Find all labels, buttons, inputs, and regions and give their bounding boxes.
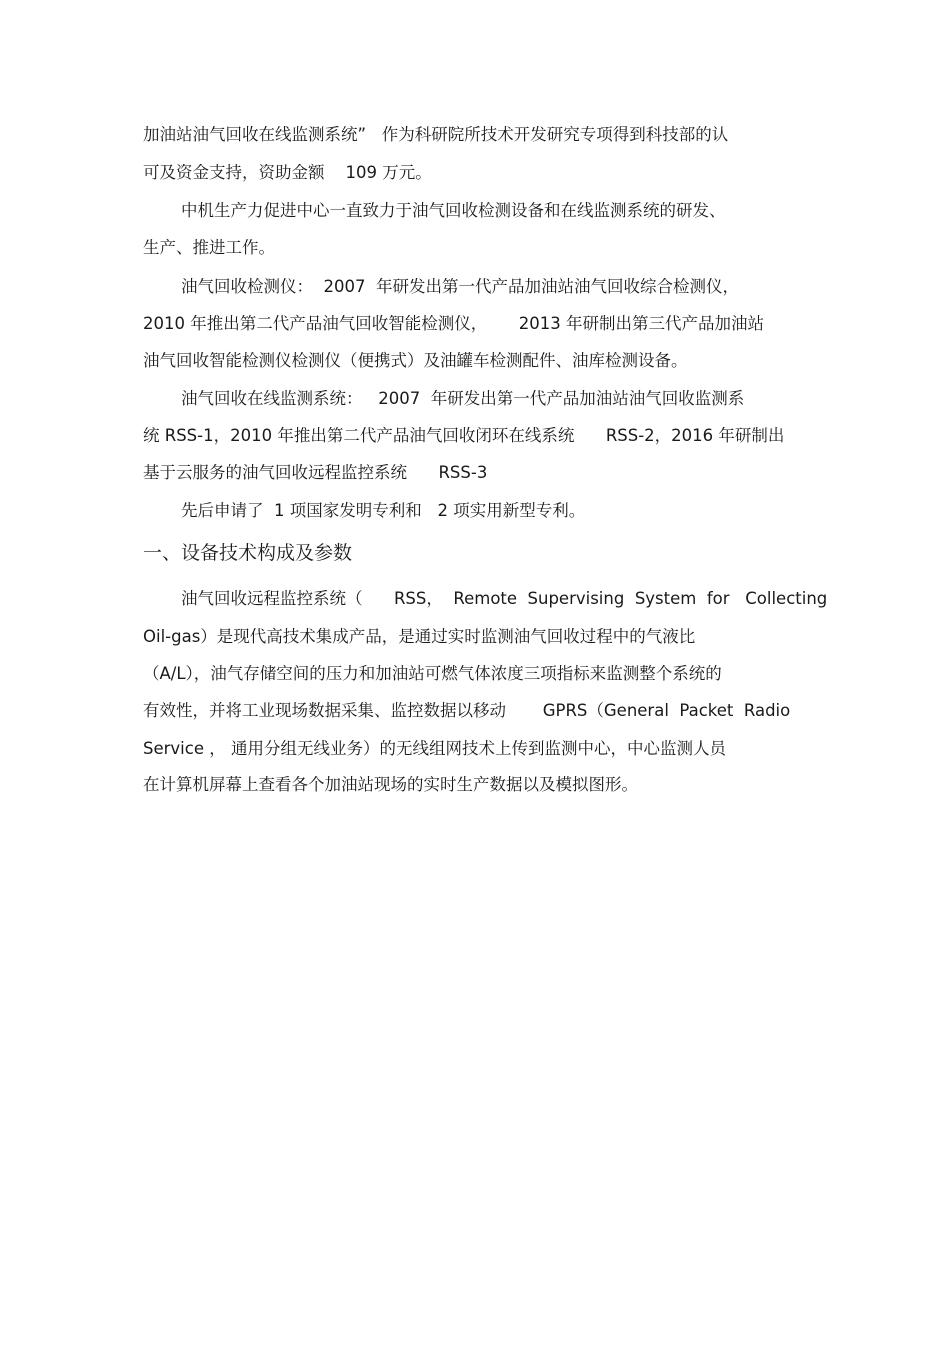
section-paragraph-line-2: Oil-gas）是现代高技术集成产品，是通过实时监测油气回收过程中的气液比 [143, 627, 696, 646]
paragraph-3-line-3: 油气回收智能检测仪检测仪（便携式）及油罐车检测配件、油库检测设备。 [143, 351, 688, 370]
section-paragraph-line-3: （A/L），油气存储空间的压力和加油站可燃气体浓度三项指标来监测整个系统的 [143, 664, 722, 683]
paragraph-3-line-2: 2010 年推出第二代产品油气回收智能检测仪， 2013 年研制出第三代产品加油站 [143, 314, 764, 333]
section-paragraph-line-4: 有效性，并将工业现场数据采集、监控数据以移动 GPRS（General Packet Radio [143, 701, 791, 720]
paragraph-4-line-2: 统 RSS-1，2010 年推出第二代产品油气回收闭环在线系统 RSS-2，2016 年研制出 [143, 426, 785, 445]
paragraph-2-line-1: 中机生产力促进中心一直致力于油气回收检测设备和在线监测系统的研发、 [181, 201, 726, 220]
section-paragraph-line-6: 在计算机屏幕上查看各个加油站现场的实时生产数据以及模拟图形。 [143, 775, 638, 794]
section-paragraph-line-1: 油气回收远程监控系统（ RSS， Remote Supervising System for Collecting [181, 589, 828, 608]
paragraph-1-line-2: 可及资金支持，资助金额 109 万元。 [143, 163, 432, 182]
paragraph-2-line-2: 生产、推进工作。 [143, 238, 275, 257]
paragraph-3-line-1: 油气回收检测仪： 2007 年研发出第一代产品加油站油气回收综合检测仪， [181, 277, 739, 296]
paragraph-5-line-1: 先后申请了 1 项国家发明专利和 2 项实用新型专利。 [181, 501, 586, 520]
paragraph-4-line-3: 基于云服务的油气回收远程监控系统 RSS-3 [143, 463, 488, 482]
paragraph-4-line-1: 油气回收在线监测系统： 2007 年研发出第一代产品加油站油气回收监测系 [181, 389, 745, 408]
paragraph-1-line-1: 加油站油气回收在线监测系统” 作为科研院所技术开发研究专项得到科技部的认 [143, 125, 729, 144]
section-heading: 一、设备技术构成及参数 [143, 542, 353, 564]
section-paragraph-line-5: Service ， 通用分组无线业务）的无线组网技术上传到监测中心，中心监测人员 [143, 739, 726, 758]
